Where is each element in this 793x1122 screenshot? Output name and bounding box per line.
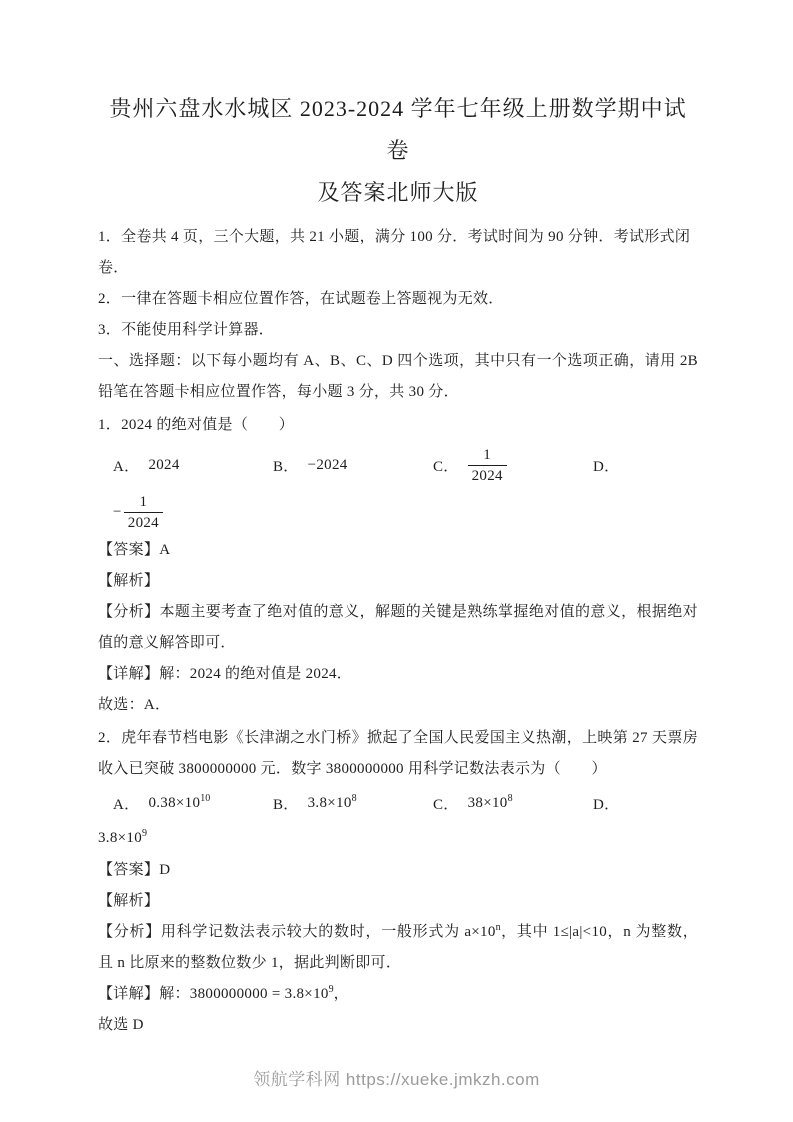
option-b-label: B．: [273, 458, 299, 475]
exam-note-3: 3．不能使用科学计算器．: [98, 322, 275, 338]
question-1-option-c: [433, 446, 593, 485]
question-2-option-c: [433, 793, 593, 814]
question-1-answer: 【答案】A: [98, 542, 171, 558]
fraction-numerator: 1: [468, 446, 507, 466]
option-b-label: B．: [273, 796, 299, 813]
option-a-label: A．: [113, 458, 140, 475]
question-2-option-b: [273, 793, 433, 814]
option-b-value: $3.8\times 10^8$: [307, 792, 357, 811]
fraction-numerator: 1: [124, 493, 163, 513]
document-content: [98, 88, 698, 1041]
footer-text: 领航学科网 https://xueke.jmkzh.com: [253, 1070, 540, 1089]
title-line-2: 及答案北师大版: [317, 180, 479, 205]
question-1: [98, 410, 698, 721]
question-1-detail: 【详解】解：2024 的绝对值是 2024．: [98, 666, 353, 682]
option-a-value: 2024: [148, 456, 180, 473]
section-heading: 一、选择题：以下每小题均有 A、B、C、D 四个选项，其中只有一个选项正确，请用 2B 铅笔在答题卡相应位置作答，每小题 3 分，共 30 分．: [98, 353, 698, 400]
title-line-1: 贵州六盘水水城区 2023-2024 学年七年级上册数学期中试卷: [109, 96, 687, 163]
option-d-fraction: [124, 493, 163, 532]
question-1-analysis: 【分析】本题主要考查了绝对值的意义，解题的关键是熟练掌握绝对值的意义，根据绝对值的意义解答即可．: [98, 604, 698, 651]
exam-note-2: 2．一律在答题卡相应位置作答，在试题卷上答题视为无效．: [98, 291, 504, 307]
question-1-analysis-heading: 【解析】: [98, 573, 160, 589]
exponent: n: [495, 922, 501, 933]
option-a-value: $0.38\times 10^{10}$: [148, 792, 211, 811]
exponent: 8: [351, 792, 357, 804]
option-d-label: D．: [593, 796, 620, 813]
option-c-label: C．: [433, 796, 459, 813]
option-d-label: D．: [593, 458, 620, 475]
question-2-answer: 【答案】D: [98, 862, 171, 878]
question-2-stem: 2．虎年春节档电影《长津湖之水门桥》掀起了全国人民爱国主义热潮，上映第 27 天票房收入已突破 3800000000 元．数字 3800000000 用科学记数法表示为（ ）: [98, 730, 698, 777]
question-1-option-b: [273, 455, 433, 476]
question-2-analysis-heading: 【解析】: [98, 893, 160, 909]
fraction-minus-sign: −: [113, 503, 122, 520]
exponent: 9: [328, 984, 334, 995]
fraction-denominator: 2024: [127, 514, 159, 531]
option-c-value: $38\times 10^8$: [467, 792, 513, 811]
option-b-value: −2024: [307, 456, 348, 473]
question-2-option-d: [593, 793, 698, 814]
footer-watermark: [0, 1065, 793, 1090]
question-1-option-d: [593, 455, 698, 476]
question-2-option-a: [113, 793, 273, 814]
document-title: [98, 88, 698, 214]
question-2-analysis: 【分析】用科学记数法表示较大的数时，一般形式为 $a\times 10^n$，其中 1≤|a|<10，n 为整数，且 n 比原来的整数位数少 1，据此判断即可．: [98, 922, 698, 971]
option-c-label: C．: [433, 458, 459, 475]
question-1-option-d-value: [98, 489, 698, 535]
question-2-conclusion: 故选 D: [98, 1017, 144, 1033]
fraction-denominator: 2024: [471, 467, 503, 484]
question-2: [98, 723, 698, 1041]
question-2-detail: 【详解】解：$3800000000 = 3.8\times 10^9$，: [98, 984, 349, 1002]
option-c-fraction: [468, 446, 507, 485]
question-1-conclusion: 故选：A．: [98, 697, 171, 713]
question-2-option-d-value: $3.8\times 10^9$: [98, 828, 148, 846]
exam-note-1: 1．全卷共 4 页，三个大题，共 21 小题，满分 100 分．考试时间为 90 分钟．考试形式闭卷．: [98, 229, 691, 276]
exponent: 10: [200, 792, 211, 804]
question-1-stem: 1．2024 的绝对值是（ ）: [98, 417, 295, 433]
question-1-options-row: [98, 441, 698, 489]
exponent: 9: [142, 828, 148, 839]
option-a-label: A．: [113, 796, 140, 813]
question-1-option-a: [113, 455, 273, 476]
exponent: 8: [507, 792, 513, 804]
question-2-options-row: [98, 785, 698, 821]
